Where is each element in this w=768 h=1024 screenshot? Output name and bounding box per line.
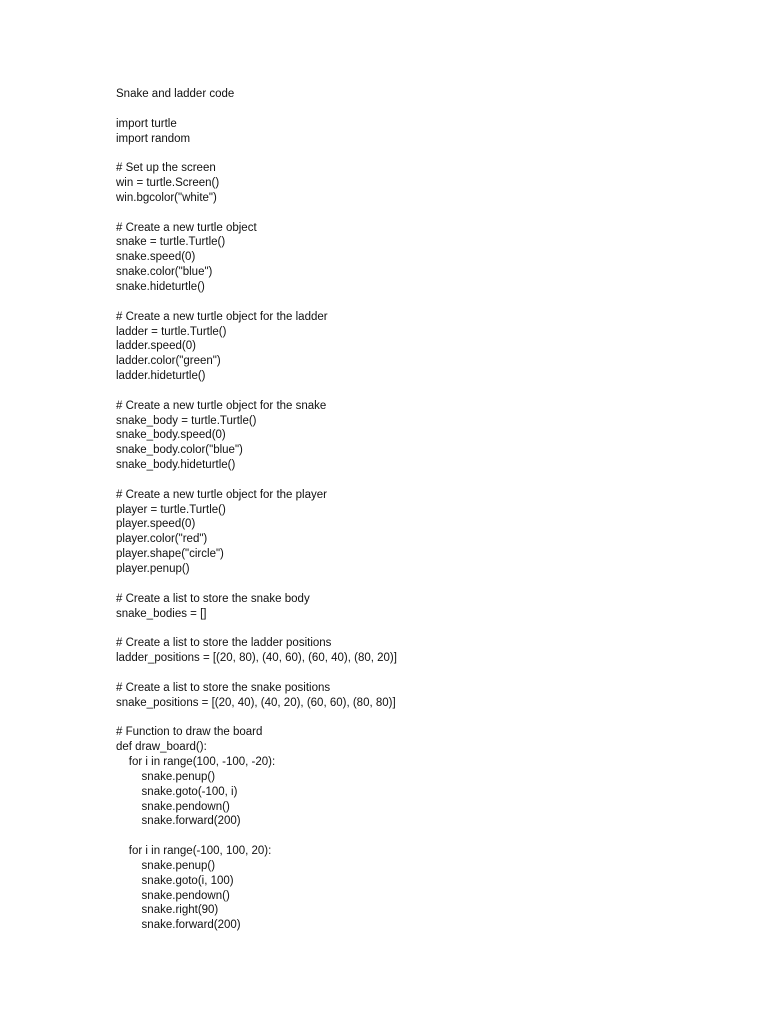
code-line xyxy=(116,666,716,681)
code-line: snake.forward(200) xyxy=(116,815,241,828)
code-line: # Create a new turtle object xyxy=(116,221,257,234)
code-line: snake = turtle.Turtle() xyxy=(116,236,226,249)
document-title: Snake and ladder code xyxy=(116,88,235,100)
code-line: snake_body.speed(0) xyxy=(116,429,226,442)
code-line xyxy=(116,146,716,161)
code-line xyxy=(116,829,716,844)
code-line: snake_positions = [(20, 40), (40, 20), (60, 60), (80, 80)] xyxy=(116,696,396,709)
code-line xyxy=(116,473,716,488)
code-line: player.color("red") xyxy=(116,533,208,546)
code-line: snake_body.color("blue") xyxy=(116,444,243,457)
code-line: # Create a new turtle object for the snake xyxy=(116,399,327,412)
code-line: ladder_positions = [(20, 80), (40, 60), (60, 40), (80, 20)] xyxy=(116,652,397,665)
code-line: snake.penup() xyxy=(116,859,216,872)
code-line: # Set up the screen xyxy=(116,162,216,175)
code-line: snake_bodies = [] xyxy=(116,607,207,620)
code-line xyxy=(116,577,716,592)
code-line: # Function to draw the board xyxy=(116,726,263,739)
code-line: snake.forward(200) xyxy=(116,919,241,932)
code-line: win = turtle.Screen() xyxy=(116,177,220,190)
code-line xyxy=(116,295,716,310)
code-line: ladder.color("green") xyxy=(116,355,221,368)
code-line: player.penup() xyxy=(116,563,190,575)
code-line: ladder.speed(0) xyxy=(116,340,196,353)
code-text-body xyxy=(116,87,716,933)
code-line: win.bgcolor("white") xyxy=(116,191,217,204)
code-line: # Create a new turtle object for the player xyxy=(116,488,327,501)
code-line: # Create a list to store the snake positions xyxy=(116,681,331,694)
code-line: player = turtle.Turtle() xyxy=(116,503,226,516)
code-line xyxy=(116,384,716,399)
code-line: ladder = turtle.Turtle() xyxy=(116,325,227,338)
code-line: # Create a list to store the snake body xyxy=(116,592,310,605)
code-line: snake_body = turtle.Turtle() xyxy=(116,414,257,427)
code-line: player.speed(0) xyxy=(116,518,196,531)
code-line: for i in range(100, -100, -20): xyxy=(116,755,276,768)
code-line: # Create a list to store the ladder positions xyxy=(116,637,332,650)
code-line: snake.goto(i, 100) xyxy=(116,874,234,887)
code-line: player.shape("circle") xyxy=(116,548,224,561)
code-line: snake.pendown() xyxy=(116,889,230,902)
code-line xyxy=(116,102,716,117)
code-line: snake.color("blue") xyxy=(116,266,213,279)
code-line: snake.penup() xyxy=(116,770,216,783)
code-line: snake.right(90) xyxy=(116,904,219,917)
code-line: snake.speed(0) xyxy=(116,251,196,264)
code-line xyxy=(116,710,716,725)
code-line: import random xyxy=(116,132,191,145)
code-line: snake_body.hideturtle() xyxy=(116,459,236,472)
code-line xyxy=(116,621,716,636)
code-line: snake.pendown() xyxy=(116,800,230,813)
code-line: def draw_board(): xyxy=(116,741,207,754)
code-line: # Create a new turtle object for the ladder xyxy=(116,310,328,323)
code-line: snake.hideturtle() xyxy=(116,280,205,293)
code-line: for i in range(-100, 100, 20): xyxy=(116,845,272,858)
code-line: import turtle xyxy=(116,117,177,130)
code-line: ladder.hideturtle() xyxy=(116,370,206,383)
code-line: snake.goto(-100, i) xyxy=(116,785,238,798)
code-line xyxy=(116,206,716,221)
